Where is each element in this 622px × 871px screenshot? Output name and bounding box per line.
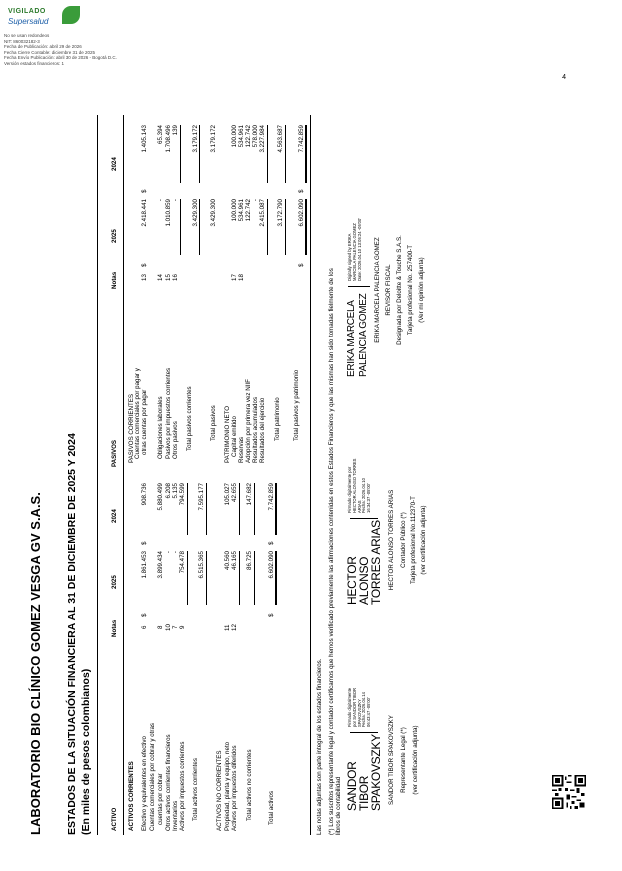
signature-text: SANDOR: [345, 761, 359, 811]
subtotal-rule: [180, 125, 181, 183]
asset-row-label: Activos por impuestos corrientes: [179, 741, 186, 831]
financial-statement: [28, 75, 588, 835]
equity-row-note: 17: [231, 274, 238, 281]
liability-row-label: Otros pasivos: [172, 421, 179, 459]
col-pasivos: PASIVOS: [111, 439, 118, 467]
total-equity-2024: 4.563.687: [277, 125, 284, 153]
total-rule: [285, 199, 286, 255]
liability-value-2025: 2.418.441: [141, 199, 148, 227]
signature-stamp: [348, 688, 372, 727]
asset-value-2024: 5.880.499: [157, 483, 164, 511]
signature-text: TIBOR: [357, 775, 371, 811]
statement-title: ESTADOS DE LA SITUACIÓN FINANCIERA AL 31 DE DICIEMBRE DE 2025 Y 2024: [66, 433, 78, 835]
liability-value-2024: 1.405.143: [141, 125, 148, 153]
signer-note: (ver certificación adjunta): [420, 505, 427, 575]
header-rule-bottom: [123, 115, 124, 835]
col-2025-left: 2025: [111, 575, 118, 589]
liability-row-label: Pasivos por impuestos corrientes: [165, 367, 172, 459]
subtotal-rule: [180, 199, 181, 255]
asset-value-2024: 5.135: [172, 483, 179, 499]
liability-value-2025: -: [172, 199, 179, 202]
equity-value-2024: 3.227.984: [259, 125, 266, 153]
total-current-assets-label: Total activos corrientes: [192, 758, 199, 821]
asset-value-2025: -: [172, 551, 179, 554]
currency-sign: $: [298, 263, 305, 267]
total-assets-2024: 7.742.859: [268, 483, 277, 535]
equity-value-2025: 534.961: [238, 199, 245, 222]
total-current-liabilities-2025: 3.429.300: [192, 199, 199, 227]
total-rule: [199, 125, 200, 183]
total-liabilities-2024: 3.179.172: [210, 125, 217, 153]
equity-heading: PATRIMONIO NETO: [224, 405, 231, 463]
logo-line-2: Supersalud: [8, 17, 49, 26]
meta-line: No se usan redondeos: [4, 33, 50, 38]
total-liab-equity-label: Total pasivos y patrimonio: [293, 369, 300, 441]
asset-nc-note: 12: [231, 624, 238, 631]
total-current-liabilities-label: Total pasivos corrientes: [186, 386, 193, 451]
header-rule-top: [97, 115, 98, 835]
liability-value-2024: 139: [172, 125, 179, 136]
equity-row-note: 18: [238, 274, 245, 281]
equity-row-label: Capital emitido: [231, 416, 238, 457]
meta-line: Fecha Cierre Contable: diciembre 31 de 2025: [4, 49, 96, 55]
signature-image: [346, 520, 382, 605]
subtotal-rule: [239, 483, 240, 535]
subtotal-rule: [267, 125, 268, 183]
col-2024-right: 2024: [111, 157, 118, 171]
asset-row-label: Efectivo y equivalentes en efectivo: [141, 736, 148, 831]
asset-value-2024: 794.599: [179, 483, 186, 506]
total-assets-2025: 6.602.090: [268, 551, 277, 605]
certification-text: (*) Los suscritos representante legal y contador certificamos que hemos verificado previamente las afirmaciones contenidas en estos Estados Financieros y que las mismas han sido tomadas fielmente de los: [328, 268, 335, 835]
liability-row-note: 14: [157, 274, 164, 281]
signature-text: PALENCIA GOMEZ: [358, 293, 369, 377]
signer-license: Tarjeta profesional No. 257400-T: [407, 244, 414, 336]
asset-row-note: 9: [179, 625, 186, 629]
currency-sign: $: [141, 541, 148, 545]
signer-role: Representante Legal (*): [400, 727, 407, 793]
col-notas-right: Notas: [111, 271, 118, 289]
meta-line: NIT: 860032182-3: [4, 38, 40, 44]
signature-image: [346, 294, 370, 377]
equity-value-2025: 2.415.087: [259, 199, 266, 227]
meta-line: Fecha Envío Publicación: abril 30 de 2026 - Bogotá D.C.: [4, 55, 117, 61]
total-noncurrent-assets-label: Total activos no corrientes: [246, 749, 253, 821]
liabilities-current-heading: PASIVOS CORRIENTES: [128, 394, 135, 463]
asset-nc-label: Activos por impuestos diferidos: [231, 745, 238, 831]
supersalud-logo: [4, 6, 84, 30]
stamp-line: HECTOR ALONSO TORRES: [351, 458, 357, 513]
bottom-rule: [310, 115, 311, 835]
liability-value-2025: 1.010.859: [165, 199, 172, 227]
signer-note: (Ver mi opinión adjunta): [418, 257, 425, 323]
asset-nc-2025: 46.165: [231, 551, 238, 570]
asset-nc-2024: 105.027: [224, 483, 231, 506]
stamp-line: Date: 2026.04.10 13:05:24 -05'00': [356, 217, 362, 281]
col-2025-right: 2025: [111, 229, 118, 243]
total-noncurrent-assets-2025: 86.725: [246, 551, 253, 570]
asset-row-note: 8: [157, 625, 164, 629]
asset-value-2025: 1.861.453: [141, 551, 148, 579]
stamp-line: por SANDOR TIBOR: [351, 687, 357, 727]
equity-row-label: Resultados del ejercicio: [259, 397, 266, 463]
assets-noncurrent-heading: ACTIVOS NO CORRIENTES: [216, 750, 223, 831]
asset-value-2025: -: [165, 551, 172, 554]
col-notas-left: Notas: [111, 619, 118, 637]
total-current-assets-2024: 7.595.177: [198, 483, 205, 511]
signer-role: REVISOR FISCAL: [385, 264, 392, 316]
asset-row-label: Inventarios: [172, 800, 179, 831]
signature-stamp: [348, 459, 372, 513]
total-rule: [285, 125, 286, 183]
asset-nc-2025: 40.560: [224, 551, 231, 570]
stamp-line: Digitally signed by ERIKA: [347, 233, 352, 281]
asset-row-note: 6: [141, 625, 148, 629]
equity-value-2025: 100.000: [231, 199, 238, 222]
meta-line: Versión estados financieros: 1: [4, 60, 65, 66]
equity-value-2025: -: [252, 199, 259, 202]
stamp-line: ARIAS: [356, 500, 362, 513]
total-current-liabilities-2024: 3.179.172: [192, 125, 199, 153]
total-liabilities-label: Total pasivos: [210, 405, 217, 441]
logo-line-1: VIGILADO: [8, 8, 46, 15]
page-number: 4: [562, 74, 566, 81]
signature-stamp: [348, 218, 362, 281]
signature-text: HECTOR: [345, 556, 359, 605]
total-rule: [206, 483, 207, 535]
total-rule: [254, 483, 255, 535]
equity-row-label: Adopción por primera vez NIIF: [245, 379, 252, 463]
qr-code: [552, 775, 586, 809]
signer-license: Tarjeta profesional No.112370-T: [410, 496, 417, 584]
equity-value-2024: 122.742: [245, 125, 252, 148]
total-rule: [254, 551, 255, 605]
asset-nc-2024: 42.655: [231, 483, 238, 502]
currency-sign: $: [141, 189, 148, 193]
asset-nc-note: 11: [224, 624, 231, 631]
equity-value-2024: 100.000: [231, 125, 238, 148]
total-rule: [206, 551, 207, 605]
subtotal-rule: [267, 199, 268, 255]
asset-value-2025: 754.478: [179, 551, 186, 574]
equity-row-label: Reservas: [238, 436, 245, 463]
certification-text-cont: libros de contabilidad: [335, 776, 342, 835]
asset-nc-label: Propiedad, planta y equipo, neto: [224, 741, 231, 831]
liability-row-label-cont: otras cuentas por pagar: [141, 389, 148, 455]
stamp-line: Firmado digitalmente: [347, 687, 352, 727]
meta-line: Fecha de Publicación: abril 29 de 2026: [4, 44, 82, 50]
stamp-line: 06:43:47 -05'00': [366, 697, 372, 727]
asset-row-label: Otros activos corrientes financieros: [165, 734, 172, 831]
liability-row-note: 15: [165, 274, 172, 281]
subtotal-rule: [239, 551, 240, 605]
total-noncurrent-assets-2024: 147.682: [246, 483, 253, 506]
total-liabilities-2025: 3.429.300: [210, 199, 217, 227]
signature-text: ERIKA MARCELA: [346, 300, 357, 377]
currency-sign: $: [298, 189, 305, 193]
liability-value-2024: 1.708.496: [165, 125, 172, 153]
leaf-icon: [62, 6, 80, 24]
currency-sign: $: [268, 613, 275, 617]
liability-row-label: Obligaciones laborales: [157, 396, 164, 459]
asset-row-note: 10: [165, 624, 172, 631]
total-equity-label: Total patrimonio: [274, 397, 281, 441]
col-activo: ACTIVO: [111, 807, 118, 831]
stamp-line: SPAKOVSZKY: [356, 699, 362, 727]
currency-sign: $: [268, 541, 275, 545]
total-equity-2025: 3.172.790: [277, 199, 284, 227]
signer-role: Contador Público (*): [400, 512, 407, 568]
signer-firm: Designada por Deloitte & Touche S.A.S.: [396, 235, 403, 345]
publication-metadata: [4, 33, 117, 67]
signature-image: [346, 734, 382, 811]
equity-row-label: Resultados acumulados: [252, 396, 259, 463]
signer-name: ERIKA MARCELA PALENCIA GOMEZ: [374, 237, 381, 343]
signature-text: TORRES ARIAS: [369, 520, 383, 605]
total-liab-equity-2025: 6.602.090: [298, 199, 307, 255]
statement-subtitle: (En miles de pesos colombianos): [80, 668, 92, 835]
signature-text: SPAKOVSZKY: [369, 734, 383, 811]
currency-sign: $: [141, 263, 148, 267]
signer-name: HECTOR ALONSO TORRES ARIAS: [388, 489, 395, 591]
asset-row-label: Cuentas comerciales por cobrar y otras: [149, 723, 156, 831]
liability-row-note: 16: [172, 274, 179, 281]
total-current-assets-2025: 6.515.365: [198, 551, 205, 579]
total-assets-label: Total activos: [268, 790, 275, 825]
col-2024-left: 2024: [111, 509, 118, 523]
liability-value-2025: -: [157, 199, 164, 202]
total-liab-equity-2024: 7.742.859: [298, 125, 307, 183]
subtotal-rule: [187, 551, 188, 605]
assets-current-heading: ACTIVOS CORRIENTES: [128, 761, 135, 831]
asset-value-2024: 6.208: [165, 483, 172, 499]
asset-value-2024: 908.736: [141, 483, 148, 506]
subtotal-rule: [187, 483, 188, 535]
liability-value-2024: 65.394: [157, 125, 164, 144]
total-rule: [199, 199, 200, 255]
liability-row-label: Cuentas comerciales por pagar y: [134, 368, 141, 459]
signer-note: (ver certificación adjunta): [412, 725, 419, 795]
equity-value-2024: 534.961: [238, 125, 245, 148]
stamp-line: MARCELA PALENCIA GOMEZ: [351, 223, 357, 281]
equity-value-2025: 122.742: [245, 199, 252, 222]
equity-value-2024: 578.000: [252, 125, 259, 148]
signer-name: SANDOR TIBOR SPAKOVSZKY: [388, 715, 395, 805]
liability-row-note: 13: [141, 274, 148, 281]
stamp-line: 16:34:37 -05'00': [366, 483, 372, 513]
stamp-line: Fecha: 2026.04.14: [361, 692, 367, 727]
notes-footer: Las notas adjuntas son parte integral de los estados financieros.: [316, 658, 323, 835]
asset-row-label-cont: cuentas por cobrar: [157, 773, 164, 825]
company-name: LABORATORIO BIO CLÍNICO GOMEZ VESGA GV S.A.S.: [28, 492, 43, 835]
asset-value-2025: 3.899.434: [157, 551, 164, 579]
stamp-line: Fecha: 2026.04.10: [361, 478, 367, 513]
stamp-line: Firmado digitalmente por: [347, 466, 352, 513]
currency-sign: $: [141, 613, 148, 617]
asset-row-note: 7: [172, 625, 179, 629]
signature-text: ALONSO: [357, 556, 371, 605]
